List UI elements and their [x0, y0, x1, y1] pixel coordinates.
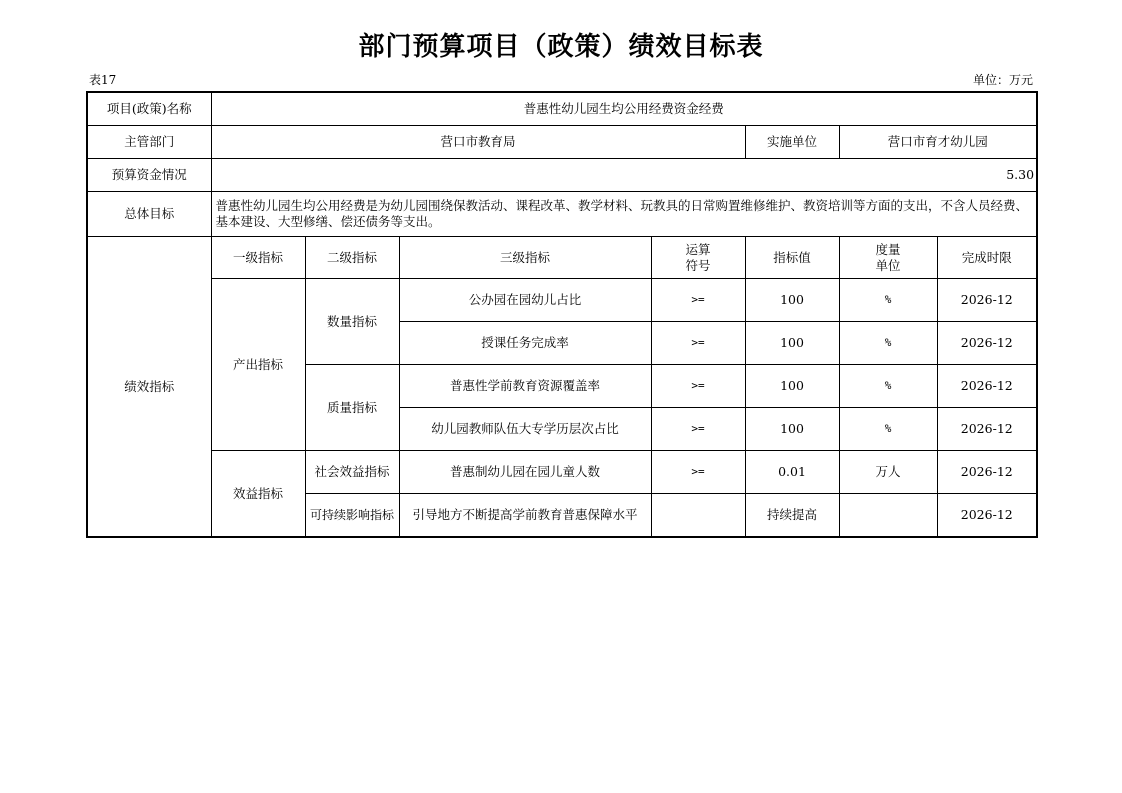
- indicator-name: 授课任务完成率: [399, 322, 651, 365]
- group-quantity: 数量指标: [305, 279, 399, 365]
- indicator-unit: 万人: [839, 451, 937, 494]
- indicator-operator: >=: [651, 322, 745, 365]
- indicator-value: 100: [745, 408, 839, 451]
- group-sustain: 可持续影响指标: [305, 494, 399, 538]
- project-row: [87, 92, 1037, 126]
- header-measure-line1: 度量: [875, 241, 901, 257]
- indicator-name: 普惠性学前教育资源覆盖率: [399, 365, 651, 408]
- indicator-deadline: 2026-12: [937, 279, 1037, 322]
- indicator-unit: %: [839, 279, 937, 322]
- impl-label: 实施单位: [745, 126, 839, 159]
- budget-label: 预算资金情况: [87, 159, 211, 192]
- indicator-name: 幼儿园教师队伍大专学历层次占比: [399, 408, 651, 451]
- indicator-name: 普惠制幼儿园在园儿童人数: [399, 451, 651, 494]
- indicator-operator: [651, 494, 745, 538]
- header-deadline: 完成时限: [937, 237, 1037, 279]
- indicator-deadline: 2026-12: [937, 322, 1037, 365]
- table-row: [87, 279, 1037, 322]
- group-benefit: 效益指标: [211, 451, 305, 538]
- indicator-value: 0.01: [745, 451, 839, 494]
- indicator-value: 100: [745, 322, 839, 365]
- header-level1: 一级指标: [211, 237, 305, 279]
- indicator-unit: %: [839, 408, 937, 451]
- indicator-unit: %: [839, 322, 937, 365]
- indicator-unit: %: [839, 365, 937, 408]
- indicator-operator: >=: [651, 408, 745, 451]
- indicator-operator: >=: [651, 279, 745, 322]
- table-row: [87, 451, 1037, 494]
- department-row: [87, 126, 1037, 159]
- indicator-operator: >=: [651, 365, 745, 408]
- header-operator-line2: 符号: [685, 257, 711, 273]
- impl-value: 营口市育才幼儿园: [839, 126, 1037, 159]
- perf-label: 绩效指标: [87, 237, 211, 538]
- header-operator: [651, 237, 745, 279]
- budget-value: 5.30: [211, 159, 1037, 192]
- dept-value: 营口市教育局: [211, 126, 745, 159]
- indicator-operator: >=: [651, 451, 745, 494]
- indicator-value: 持续提高: [745, 494, 839, 538]
- project-label: 项目(政策)名称: [87, 92, 211, 126]
- goal-label: 总体目标: [87, 192, 211, 237]
- header-measure-line2: 单位: [875, 257, 901, 273]
- group-quality: 质量指标: [305, 365, 399, 451]
- indicator-name: 引导地方不断提高学前教育普惠保障水平: [399, 494, 651, 538]
- header-level2: 二级指标: [305, 237, 399, 279]
- budget-row: [87, 159, 1037, 192]
- goal-text: 普惠性幼儿园生均公用经费是为幼儿园围绕保教活动、课程改革、教学材料、玩教具的日常购置维修维护、教资培训等方面的支出，不含人员经费、基本建设、大型修缮、偿还债务等支出。: [211, 192, 1037, 237]
- indicator-value: 100: [745, 279, 839, 322]
- header-level3: 三级指标: [399, 237, 651, 279]
- header-value: 指标值: [745, 237, 839, 279]
- table-number: 表17: [89, 73, 117, 87]
- unit-label: 单位：万元: [972, 73, 1033, 87]
- indicator-value: 100: [745, 365, 839, 408]
- indicator-header-row: [87, 237, 1037, 279]
- dept-label: 主管部门: [87, 126, 211, 159]
- indicator-unit: [839, 494, 937, 538]
- header-operator-line1: 运算: [685, 241, 711, 257]
- header-measure: [839, 237, 937, 279]
- project-name: 普惠性幼儿园生均公用经费资金经费: [211, 92, 1037, 126]
- performance-table: [86, 91, 1038, 538]
- goal-row: [87, 192, 1037, 237]
- page-title: 部门预算项目（政策）绩效目标表: [358, 32, 764, 62]
- group-output: 产出指标: [211, 279, 305, 451]
- indicator-deadline: 2026-12: [937, 494, 1037, 538]
- indicator-deadline: 2026-12: [937, 365, 1037, 408]
- group-social: 社会效益指标: [305, 451, 399, 494]
- indicator-deadline: 2026-12: [937, 408, 1037, 451]
- indicator-name: 公办园在园幼儿占比: [399, 279, 651, 322]
- indicator-deadline: 2026-12: [937, 451, 1037, 494]
